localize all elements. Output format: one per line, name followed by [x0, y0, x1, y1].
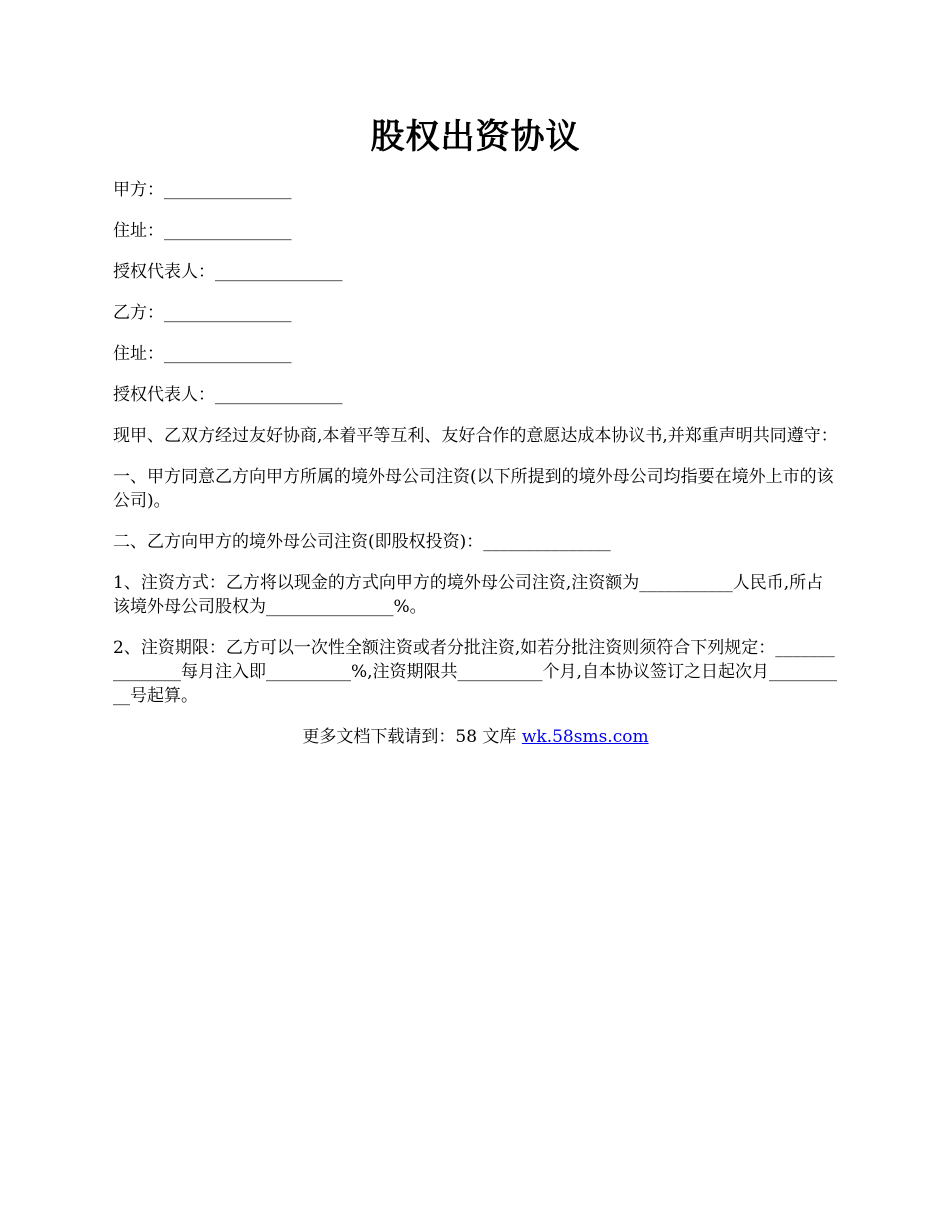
intro-paragraph: 现甲、乙双方经过友好协商,本着平等互利、友好合作的意愿达成本协议书,并郑重声明共同遵守：	[113, 426, 838, 446]
footer-link[interactable]: wk.58sms.com	[521, 727, 649, 747]
clause-2: 二、乙方向甲方的境外母公司注资(即股权投资)：_______________	[113, 532, 611, 552]
party-a-field: 甲方：_______________	[113, 180, 292, 200]
clause-1: 一、甲方同意乙方向甲方所属的境外母公司注资(以下所提到的境外母公司均指要在境外上市的该公司)。	[113, 467, 834, 511]
item-2-investment-period: 2、注资期限：乙方可以一次性全额注资或者分批注资,如若分批注资则须符合下列规定：_______________每月注入即__________%,注资期限共__________个月,自本协议签订之日起次月__________号起算。	[113, 638, 837, 706]
footer-prefix: 更多文档下载请到：58 文库	[302, 727, 522, 747]
party-a-representative-field: 授权代表人：_______________	[113, 262, 343, 282]
document-page	[113, 110, 838, 749]
footer-download-note	[113, 725, 838, 749]
party-b-field: 乙方：_______________	[113, 303, 292, 323]
party-b-address-field: 住址：_______________	[113, 344, 292, 364]
party-b-representative-field: 授权代表人：_______________	[113, 385, 343, 405]
document-title: 股权出资协议	[370, 117, 581, 157]
item-1-investment-method: 1、注资方式：乙方将以现金的方式向甲方的境外母公司注资,注资额为___________人民币,所占该境外母公司股权为_______________%。	[113, 573, 824, 617]
party-a-address-field: 住址：_______________	[113, 221, 292, 241]
